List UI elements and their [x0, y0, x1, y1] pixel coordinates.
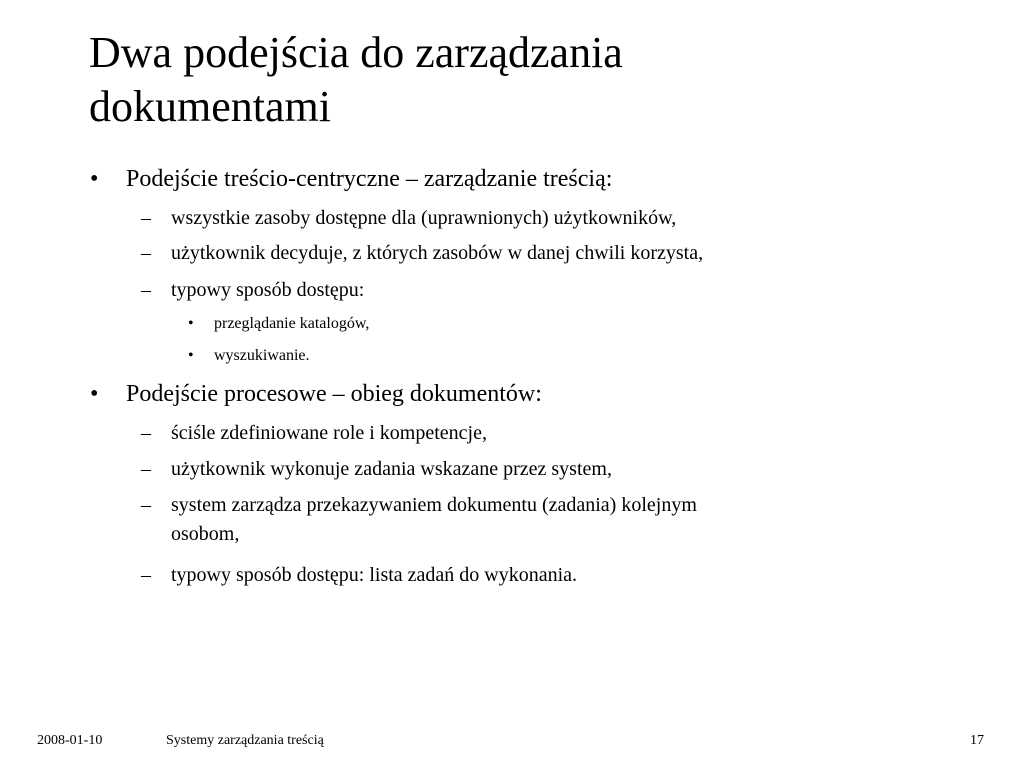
list-item-text: przeglądanie katalogów, [214, 315, 370, 332]
bullet-marker: • [90, 381, 99, 407]
list-item-text: Podejście treścio-centryczne – zarządzanie treścią: [126, 166, 613, 192]
list-item-text: użytkownik decyduje, z których zasobów w danej chwili korzysta, [171, 242, 704, 264]
list-item [141, 561, 578, 589]
list-item-text: osobom, [171, 523, 240, 545]
dash-marker: – [141, 564, 151, 586]
list-item-continuation [171, 520, 239, 548]
list-item [141, 491, 697, 519]
dash-marker: – [141, 422, 151, 444]
dash-marker: – [141, 207, 151, 229]
dash-marker: – [141, 279, 151, 301]
slide-title-line-1: Dwa podejścia do zarządzania [89, 28, 623, 77]
slide-title-line-2: dokumentami [89, 82, 331, 131]
list-item [141, 455, 612, 483]
list-item [141, 204, 677, 232]
list-item [90, 379, 542, 409]
page-number: 17 [970, 733, 984, 748]
list-item-text: użytkownik wykonuje zadania wskazane przez system, [171, 458, 612, 480]
dash-marker: – [141, 458, 151, 480]
list-item [90, 164, 613, 194]
footer-title: Systemy zarządzania treścią [166, 733, 324, 748]
dash-marker: – [141, 494, 151, 516]
list-item [188, 313, 370, 335]
bullet-marker: • [90, 166, 99, 192]
list-item [141, 419, 487, 447]
list-item [188, 345, 310, 367]
list-item-text: typowy sposób dostępu: [171, 279, 365, 301]
list-item-text: Podejście procesowe – obieg dokumentów: [126, 381, 542, 407]
slide-title [89, 26, 949, 134]
list-item-text: wszystkie zasoby dostępne dla (uprawnionych) użytkowników, [171, 207, 677, 229]
bullet-marker: • [188, 315, 194, 332]
list-item [141, 276, 365, 304]
footer-date: 2008-01-10 [37, 733, 103, 748]
list-item [141, 239, 704, 267]
list-item-text: typowy sposób dostępu: lista zadań do wykonania. [171, 564, 578, 586]
bullet-marker: • [188, 347, 194, 364]
list-item-text: wyszukiwanie. [214, 347, 310, 364]
dash-marker: – [141, 242, 151, 264]
list-item-text: ściśle zdefiniowane role i kompetencje, [171, 422, 487, 444]
list-item-text: system zarządza przekazywaniem dokumentu (zadania) kolejnym [171, 494, 697, 516]
